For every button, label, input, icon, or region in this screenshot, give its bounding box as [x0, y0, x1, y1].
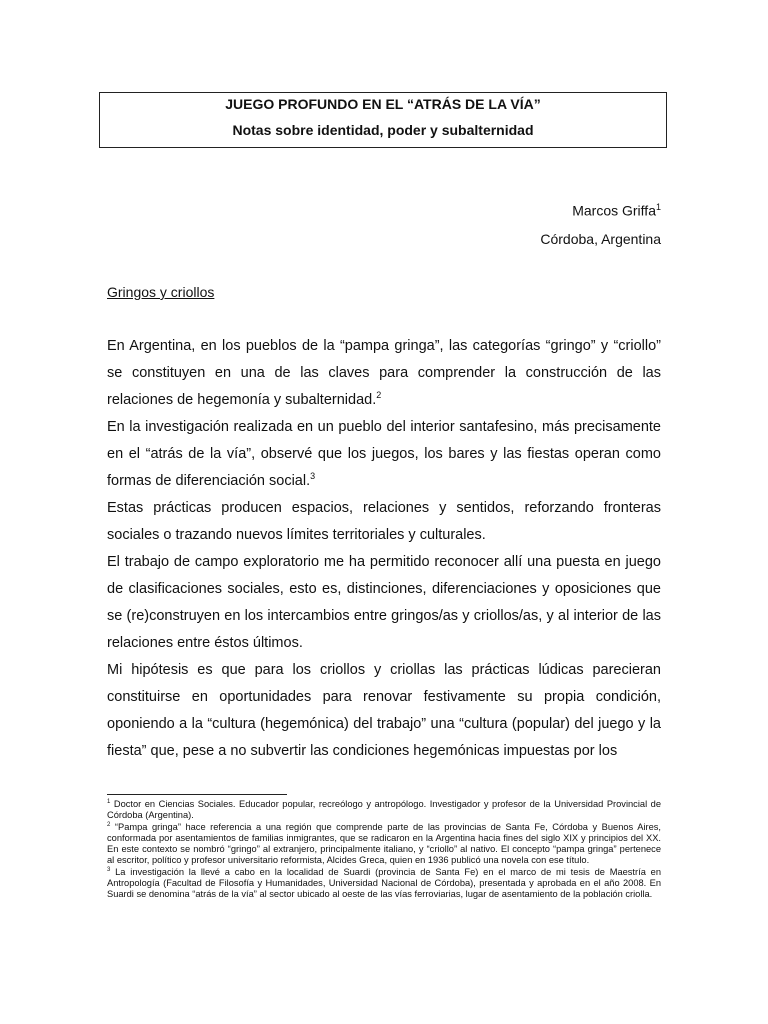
footnote-text: Doctor en Ciencias Sociales. Educador popular, recreólogo y antropólogo. Investigador y profesor de la Universidad Provincial de Córdoba (Argentina). — [107, 799, 661, 821]
title-box — [99, 92, 667, 148]
paragraph-text: En Argentina, en los pueblos de la “pampa gringa”, las categorías “gringo” y “criollo” se constituyen en una de las claves para comprender la construcción de las relaciones de hegemonía y subalternidad. — [107, 338, 661, 408]
footnote — [107, 799, 661, 822]
footnote-number: 1 — [107, 798, 111, 805]
author-place: Córdoba, Argentina — [540, 231, 661, 247]
document-title: JUEGO PROFUNDO EN EL “ATRÁS DE LA VÍA” — [225, 96, 541, 112]
footnote-ref: 1 — [655, 202, 661, 212]
paragraph — [107, 549, 661, 657]
author-name — [572, 202, 661, 219]
paragraph-text: El trabajo de campo exploratorio me ha permitido reconocer allí una puesta en juego de clasificaciones sociales, esto es, distinciones, diferenciaciones y oposiciones que se (re)construyen en los intercambios entre gringos/as y criollos/as, y al interior de las relaciones entre éstos últimos. — [107, 554, 661, 651]
paragraph-text: Estas prácticas producen espacios, relaciones y sentidos, reforzando fronteras sociales o trazando nuevos límites territoriales y culturales. — [107, 500, 661, 543]
footnote-separator — [107, 794, 287, 795]
footnote-number: 2 — [107, 821, 111, 828]
footnote-number: 3 — [107, 866, 111, 873]
footnote-ref: 2 — [376, 390, 382, 401]
paragraph — [107, 657, 661, 765]
author-name-text: Marcos Griffa — [572, 202, 656, 219]
footnote — [107, 822, 661, 867]
paragraph — [107, 414, 661, 495]
document-subtitle: Notas sobre identidad, poder y subalternidad — [232, 122, 534, 138]
paragraph — [107, 495, 661, 549]
paragraph-text: En la investigación realizada en un pueblo del interior santafesino, más precisamente en el “atrás de la vía”, observé que los juegos, los bares y las fiestas operan como formas de diferenciación social. — [107, 419, 661, 489]
footnotes — [107, 799, 661, 901]
paragraph — [107, 333, 661, 414]
footnote-text: La investigación la llevé a cabo en la localidad de Suardi (provincia de Santa Fe) en el marco de mi tesis de Maestría en Antropología (Facultad de Filosofía y Humanidades, Universidad Nacional de Córdoba), presentada y aprobada en el año 2008. En Suardi se denomina “atrás de la vía” al sector ubicado al oeste de las vías ferroviarias, lugar de asentamiento de la población criolla. — [107, 866, 661, 900]
body-text — [107, 333, 661, 765]
section-heading: Gringos y criollos — [107, 284, 215, 300]
footnote-text: “Pampa gringa” hace referencia a una región que comprende parte de las provincias de Santa Fe, Córdoba y Buenos Aires, conformada por asentamientos de familias inmigrantes, que se radicaron en la Argentina hacia fines del siglo XIX y principios del XX. En este contexto se nombró “gringo” al extranjero, principalmente italiano, y “criollo” al nativo. El concepto “pampa gringa” pertenece al escritor, político y profesor universitario reformista, Alcides Greca, quien en 1936 publicó una novela con ese título. — [107, 821, 661, 866]
footnote-ref: 3 — [310, 471, 316, 482]
footnote — [107, 867, 661, 901]
paragraph-text: Mi hipótesis es que para los criollos y criollas las prácticas lúdicas parecieran constituirse en oportunidades para renovar festivamente su propia condición, oponiendo a la “cultura (hegemónica) del trabajo” una “cultura (popular) del juego y la fiesta” que, pese a no subvertir las condiciones hegemónicas impuestas por los — [107, 662, 661, 759]
